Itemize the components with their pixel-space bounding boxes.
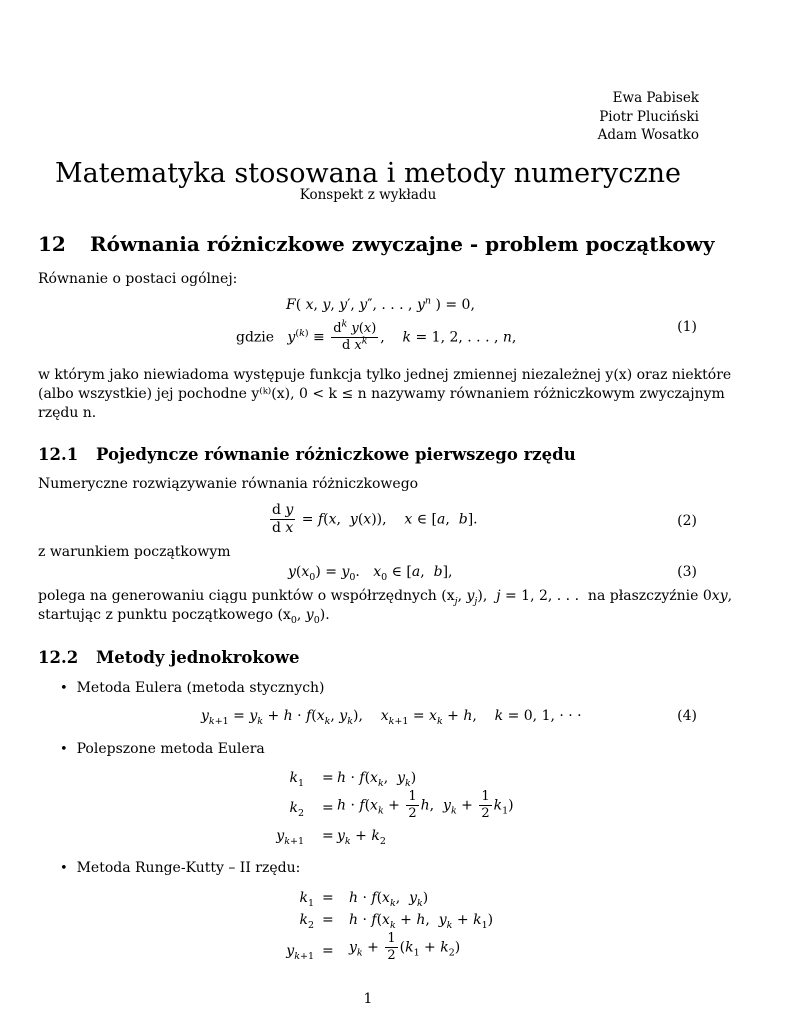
bullet-icon: • (60, 742, 68, 757)
document-subtitle: Konspekt z wykładu (299, 187, 437, 203)
author-list (598, 89, 699, 145)
paragraph-1-line: w którym jako niewiadoma występuje funkcja tylko jednej zmiennej niezależnej y(x) oraz niektóre (38, 367, 732, 383)
equation-2: $\frac{\text{d y}}{\text{d x}}$ = f(x, y(x)), x ∈ [a, b]. (272, 502, 478, 536)
subsection-number: 12.1 (38, 445, 79, 464)
subsection-heading (38, 447, 576, 464)
paragraph-1-line: rzędu n. (38, 405, 97, 421)
subsection-title: Pojedyncze równanie różniczkowe pierwszego rzędu (96, 445, 576, 464)
subsection-title: Metody jednokrokowe (96, 648, 300, 667)
bullet-icon: • (60, 861, 68, 876)
author: Adam Wosatko (597, 127, 699, 143)
paragraph-4-line: startując z punktu początkowego ($x_0$, $y_0$). (38, 607, 330, 626)
list-item-text: Metoda Runge-Kutty – II rzędu: (76, 860, 301, 876)
author: Piotr Pluciński (599, 108, 699, 125)
author: Ewa Pabisek (612, 90, 699, 106)
equation-4: $y_{k+1} = y_k + h \cdot f(x_k$, $y_k$), $x_{k+1} = x_k + h$, k = 0, 1, · · · (201, 708, 582, 727)
section-title: Równania różniczkowe zwyczajne - problem początkowy (90, 232, 715, 256)
section-heading (38, 234, 715, 254)
list-item (60, 861, 300, 875)
paragraph-4-line: polega na generowaniu ciągu punktów o współrzędnych ($x_j$, $y_j$), j = 1, 2, . . . na płaszczyźnie 0xy, (38, 588, 733, 607)
equation-2-number: (2) (677, 513, 697, 529)
list-item-text: Polepszone metoda Eulera (76, 741, 265, 757)
page-number: 1 (363, 991, 373, 1007)
paragraph-1-line: (albo wszystkie) jej pochodne y⁽ᵏ⁾(x), 0 < k ≤ n nazywamy równaniem różniczkowym zwyczajnym (38, 386, 725, 402)
equation-3: $y(x_0) = y_0$. $x_0$ ∈ [a, b], (288, 564, 453, 583)
dy-dx-fraction: $\frac{\text{d y}}{\text{d x}}$ (272, 502, 294, 536)
section-number: 12 (38, 232, 66, 256)
equation-1-line1: F( x, y, y′, y″, . . . , $y^n$ ) = 0, (286, 295, 475, 313)
intro-text: Równanie o postaci ogólnej: (38, 271, 238, 287)
subsection-heading (38, 650, 300, 667)
derivative-fraction: $\frac{d^k y(x)}{d x^k}$ (333, 318, 377, 353)
bullet-icon: • (60, 681, 68, 696)
equation-3-number: (3) (677, 564, 697, 580)
document-title: Matematyka stosowana i metody numeryczne (54, 158, 682, 189)
equation-1-line2: gdzie $y^{(k)}$ ≡ $\frac{d^k y(x)}{d x^k}$ , k = 1, 2, . . . , n, (236, 318, 517, 353)
list-item (60, 742, 265, 756)
paragraph-4-text: polega na generowaniu ciągu punktów o współrzędnych (x (38, 588, 455, 604)
subsection-number: 12.2 (38, 648, 79, 667)
equation-1-number: (1) (677, 319, 697, 335)
list-item (60, 681, 325, 695)
equation-4-number: (4) (677, 708, 697, 724)
paragraph-4-text: startując z punktu początkowego (x (38, 607, 291, 623)
list-item-text: Metoda Eulera (metoda stycznych) (76, 680, 325, 696)
paragraph-2: Numeryczne rozwiązywanie równania różniczkowego (38, 476, 419, 492)
gdzie-label: gdzie (236, 329, 275, 346)
paragraph-3: z warunkiem początkowym (38, 544, 231, 560)
